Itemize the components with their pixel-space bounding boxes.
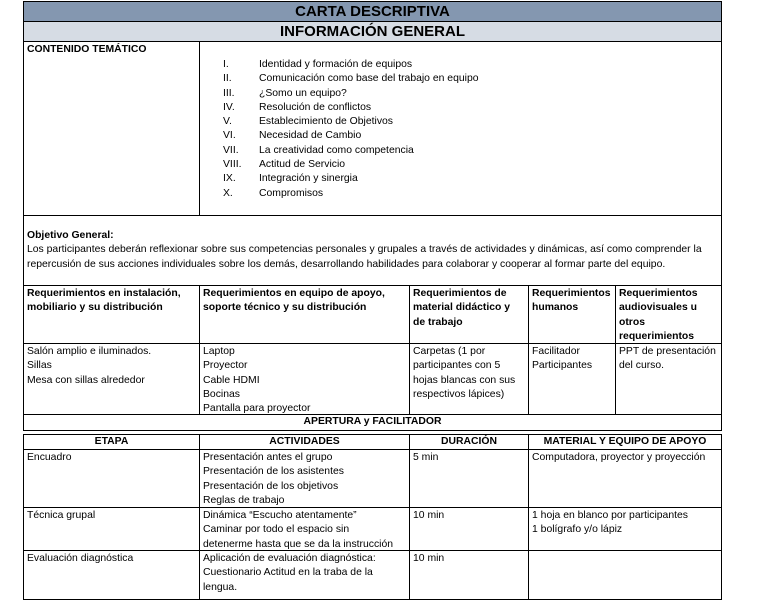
apertura-header-cell: DURACIÓN bbox=[409, 434, 529, 450]
requerimientos-value-cell bbox=[199, 343, 410, 415]
actividades-cell bbox=[199, 507, 410, 551]
topic-number: IV. bbox=[223, 101, 235, 113]
header-line: Requerimientos en equipo de apoyo, bbox=[203, 288, 385, 299]
cell-line: 1 hoja en blanco por participantes bbox=[532, 510, 688, 521]
cell-line: Presentación de los objetivos bbox=[203, 480, 339, 492]
actividades-cell bbox=[199, 550, 410, 600]
cell-line: 10 min bbox=[413, 510, 445, 521]
value-line: Laptop bbox=[203, 346, 235, 357]
header-line: otros bbox=[619, 316, 645, 328]
topic-number: II. bbox=[223, 73, 232, 85]
etapa-cell bbox=[23, 449, 200, 508]
header-line: Requerimientos bbox=[532, 288, 611, 299]
value-line: Cable HDMI bbox=[203, 374, 260, 386]
topic-text: Resolución de conflictos bbox=[259, 101, 372, 113]
value-line: respectivos lápices) bbox=[413, 388, 505, 400]
section-title-informacion-general: INFORMACIÓN GENERAL bbox=[23, 21, 722, 42]
cell-line: Caminar por todo el espacio sin bbox=[203, 524, 350, 536]
topic-item bbox=[223, 129, 718, 143]
apertura-facilitador-title: APERTURA y FACILITADOR bbox=[23, 414, 722, 431]
topic-number: VI. bbox=[223, 130, 236, 142]
contenido-tematico-label: CONTENIDO TEMÁTICO bbox=[23, 41, 200, 216]
value-line: del curso. bbox=[619, 360, 665, 372]
actividades-cell bbox=[199, 449, 410, 508]
requerimientos-value-cell bbox=[615, 343, 722, 415]
cell-line: Dinámica “Escucho atentamente” bbox=[203, 510, 357, 521]
topic-item bbox=[223, 58, 718, 72]
cell-line: Reglas de trabajo bbox=[203, 494, 285, 506]
topics-list bbox=[199, 41, 722, 216]
topic-item bbox=[223, 101, 718, 115]
cell-line: detenerme hasta que se da la instrucción bbox=[203, 538, 394, 550]
header-line: Requerimientos bbox=[619, 288, 698, 299]
topic-text: Comunicación como base del trabajo en equipo bbox=[259, 73, 479, 85]
topic-item bbox=[223, 72, 718, 86]
topic-number: VIII. bbox=[223, 159, 242, 171]
value-line: Mesa con sillas alrededor bbox=[27, 374, 145, 386]
duracion-cell bbox=[409, 507, 529, 551]
header-line: material didáctico y bbox=[413, 302, 511, 314]
requerimientos-value-cell bbox=[528, 343, 616, 415]
cell-line: Computadora, proyector y proyección bbox=[532, 452, 706, 463]
header-line: soporte técnico y su distribución bbox=[203, 302, 367, 314]
cell-line: Presentación antes el grupo bbox=[203, 452, 333, 463]
objetivo-general-text-line-1: Los participantes deberán reflexionar sobre sus competencias personales y grupales a través de actividades y dinámicas, así como comprender la bbox=[27, 244, 702, 256]
header-line: audiovisuales u bbox=[619, 302, 697, 314]
requerimientos-header-cell bbox=[615, 285, 722, 344]
topic-text: Identidad y formación de equipos bbox=[259, 59, 413, 70]
topic-text: Compromisos bbox=[259, 187, 324, 199]
material-cell bbox=[528, 550, 722, 600]
value-line: hojas blancas con sus bbox=[413, 374, 516, 386]
requerimientos-header-cell bbox=[528, 285, 616, 344]
cell-line: 10 min bbox=[413, 553, 445, 564]
header-line: humanos bbox=[532, 302, 579, 314]
value-line: Proyector bbox=[203, 360, 248, 372]
topic-number: X. bbox=[223, 187, 233, 199]
topic-text: Actitud de Servicio bbox=[259, 159, 346, 171]
requerimientos-value-cell bbox=[23, 343, 200, 415]
topic-text: ¿Somo un equipo? bbox=[259, 87, 347, 99]
requerimientos-header-cell bbox=[409, 285, 529, 344]
apertura-header-cell: MATERIAL Y EQUIPO DE APOYO bbox=[528, 434, 722, 450]
requerimientos-value-cell bbox=[409, 343, 529, 415]
header-line: Requerimientos en instalación, bbox=[27, 288, 181, 299]
cell-line: Evaluación diagnóstica bbox=[27, 553, 134, 564]
topic-text: Establecimiento de Objetivos bbox=[259, 116, 393, 128]
value-line: participantes con 5 bbox=[413, 360, 501, 372]
cell-line: lengua. bbox=[203, 581, 238, 593]
requerimientos-header-cell bbox=[23, 285, 200, 344]
header-line: de trabajo bbox=[413, 316, 463, 328]
etapa-cell bbox=[23, 507, 200, 551]
topic-number: IX. bbox=[223, 173, 236, 185]
objetivo-general-text-line-2: repercusión de sus acciones individuales sobre los demás, desarrollando habilidades para colaborar y cooperar al formar parte del equipo. bbox=[27, 258, 666, 270]
requerimientos-header-cell bbox=[199, 285, 410, 344]
apertura-header-cell: ACTIVIDADES bbox=[199, 434, 410, 450]
document-title: CARTA DESCRIPTIVA bbox=[23, 1, 722, 22]
cell-line: Cuestionario Actitud en la traba de la bbox=[203, 567, 373, 579]
topic-item bbox=[223, 144, 718, 158]
topic-number: III. bbox=[223, 87, 235, 99]
topic-item bbox=[223, 115, 718, 129]
cell-line: Técnica grupal bbox=[27, 510, 96, 521]
cell-line: Encuadro bbox=[27, 452, 72, 463]
topic-number: I. bbox=[223, 59, 229, 70]
topic-text: Integración y sinergia bbox=[259, 173, 358, 185]
topic-number: V. bbox=[223, 116, 232, 128]
value-line: Carpetas (1 por bbox=[413, 346, 486, 357]
topic-item bbox=[223, 158, 718, 172]
value-line: Participantes bbox=[532, 360, 593, 372]
cell-line: 5 min bbox=[413, 452, 439, 463]
cell-line: 1 bolígrafo y/o lápiz bbox=[532, 524, 623, 536]
duracion-cell bbox=[409, 449, 529, 508]
objetivo-general-block bbox=[23, 215, 722, 286]
cell-line: Presentación de los asistentes bbox=[203, 466, 344, 478]
topic-text: La creatividad como competencia bbox=[259, 144, 414, 156]
topic-item bbox=[223, 187, 718, 201]
value-line: PPT de presentación bbox=[619, 346, 716, 357]
topic-number: VII. bbox=[223, 144, 239, 156]
header-line: Requerimientos de bbox=[413, 288, 507, 299]
value-line: Facilitador bbox=[532, 346, 580, 357]
apertura-header-cell: ETAPA bbox=[23, 434, 200, 450]
cell-line: Aplicación de evaluación diagnóstica: bbox=[203, 553, 376, 564]
header-line: mobiliario y su distribución bbox=[27, 302, 163, 314]
value-line: Sillas bbox=[27, 360, 52, 372]
value-line: Salón amplio e iluminados. bbox=[27, 346, 152, 357]
topic-text: Necesidad de Cambio bbox=[259, 130, 362, 142]
material-cell bbox=[528, 507, 722, 551]
etapa-cell bbox=[23, 550, 200, 600]
material-cell bbox=[528, 449, 722, 508]
duracion-cell bbox=[409, 550, 529, 600]
topic-item bbox=[223, 172, 718, 186]
topic-item bbox=[223, 87, 718, 101]
objetivo-general-label: Objetivo General: bbox=[27, 230, 114, 241]
value-line: Pantalla para proyector bbox=[203, 403, 311, 415]
value-line: Bocinas bbox=[203, 388, 240, 400]
header-line: requerimientos bbox=[619, 330, 695, 342]
